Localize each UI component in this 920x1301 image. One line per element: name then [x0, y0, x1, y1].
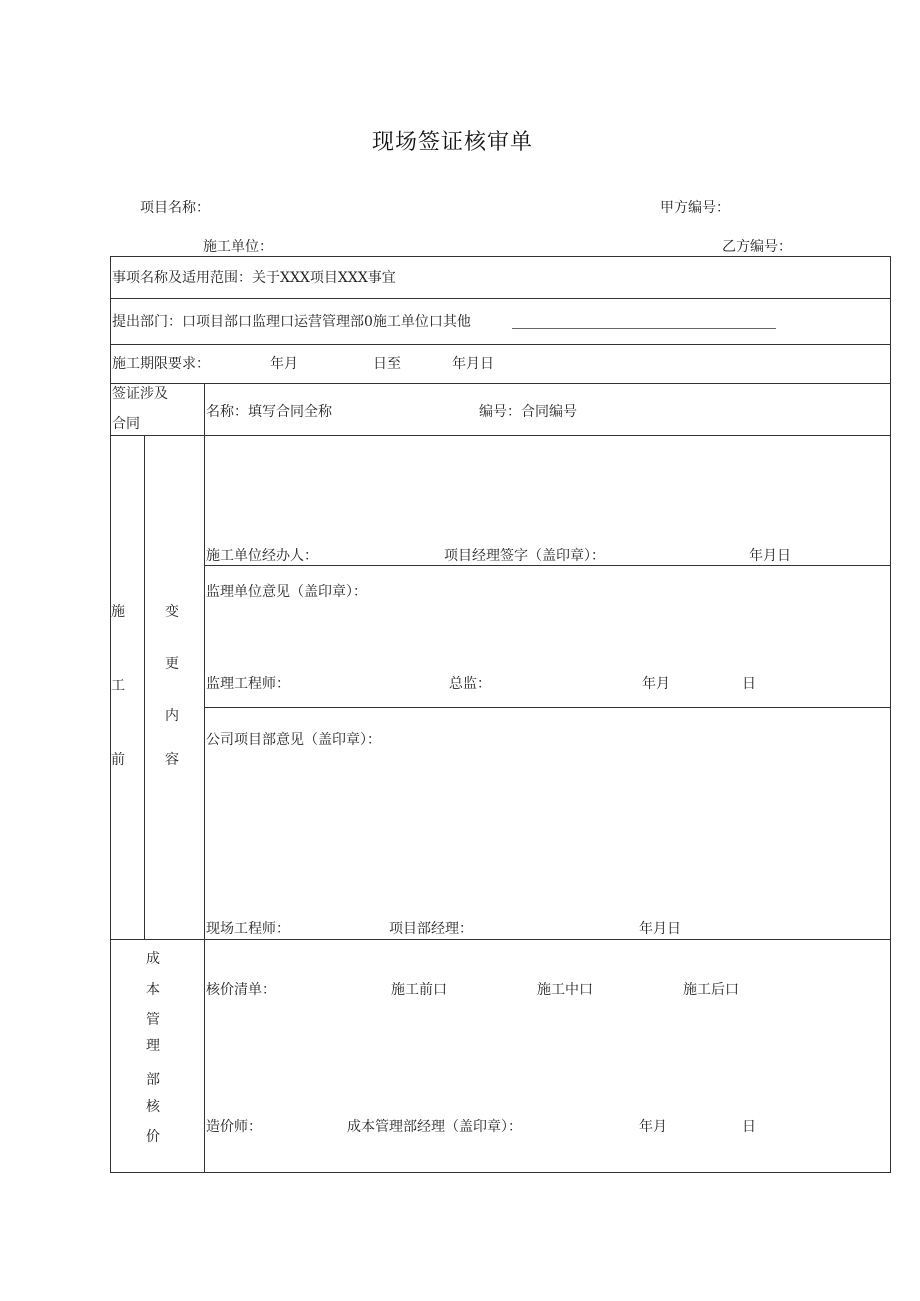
mid-construction-checkbox[interactable]: 施工中口 [537, 982, 593, 998]
company-opinion-label: 公司项目部意见（盖印章）： [206, 732, 381, 748]
change-label-char: 变 [165, 604, 179, 620]
cost-manager-label: 成本管理部经理（盖印章）： [347, 1119, 522, 1135]
supervisor-opinion-label: 监理单位意见（盖印章）： [206, 584, 367, 600]
cost-label-char: 本 [146, 982, 160, 998]
cost-label-char: 理 [146, 1038, 160, 1054]
cost-label-char: 核 [146, 1099, 160, 1115]
period-start-ym: 年月 [270, 356, 298, 372]
table-top-border [110, 256, 891, 257]
contractor-handler-label: 施工单位经办人： [206, 548, 318, 564]
contract-label-line1: 签证涉及 [112, 386, 168, 402]
proposing-department-text: 提出部门：口项目部口监理口运营管理部0施工单位口其他 [112, 314, 471, 330]
project-name-label: 项目名称： [140, 200, 210, 216]
row-divider [110, 435, 891, 436]
cost-label-char: 成 [146, 951, 160, 967]
party-b-number-label: 乙方编号： [722, 239, 792, 255]
cost-date-ym: 年月 [639, 1119, 667, 1135]
change-label-char: 更 [165, 656, 179, 672]
table-bottom-border [110, 1172, 891, 1173]
table-right-border [890, 256, 891, 1172]
period-label: 施工期限要求： [112, 356, 210, 372]
period-day-to: 日至 [373, 356, 401, 372]
cost-engineer-label: 造价师： [206, 1119, 262, 1135]
cost-date-d: 日 [742, 1119, 756, 1135]
pre-construction-checkbox[interactable]: 施工前口 [391, 982, 447, 998]
other-fill-line [512, 328, 776, 329]
chief-supervisor-label: 总监： [449, 676, 491, 692]
pre-label-char: 前 [111, 752, 125, 768]
contract-code: 编号：合同编号 [479, 404, 577, 420]
supervisor-date-ym: 年月 [642, 676, 670, 692]
pre-label-char: 工 [111, 678, 125, 694]
party-a-number-label: 甲方编号： [660, 200, 730, 216]
post-construction-checkbox[interactable]: 施工后口 [683, 982, 739, 998]
page-title: 现场签证核审单 [372, 130, 534, 155]
table-left-border [110, 256, 111, 1172]
project-manager-label: 项目部经理： [389, 921, 473, 937]
row-divider [204, 707, 891, 708]
pm-date-label: 年月日 [749, 548, 791, 564]
pm-signature-label: 项目经理签字（盖印章）： [444, 548, 605, 564]
company-date-label: 年月日 [639, 921, 681, 937]
cost-label-char: 部 [146, 1072, 160, 1088]
row-divider [110, 344, 891, 345]
supervisor-engineer-label: 监理工程师： [206, 676, 290, 692]
pricing-checklist-label: 核价清单： [206, 982, 276, 998]
contractor-label: 施工单位： [203, 239, 273, 255]
change-label-char: 容 [165, 752, 179, 768]
site-engineer-label: 现场工程师： [206, 921, 290, 937]
supervisor-date-d: 日 [742, 676, 756, 692]
row-divider [204, 565, 891, 566]
column-divider [204, 383, 205, 1172]
cost-label-char: 价 [146, 1129, 160, 1145]
period-end-ymd: 年月日 [452, 356, 494, 372]
row-divider [110, 939, 891, 940]
cost-label-char: 管 [146, 1012, 160, 1028]
pre-label-char: 施 [111, 604, 125, 620]
row-divider [110, 383, 891, 384]
contract-name: 名称：填写合同全称 [206, 404, 332, 420]
column-divider [144, 435, 145, 939]
contract-label-line2: 合同 [112, 416, 140, 432]
change-label-char: 内 [165, 708, 179, 724]
item-scope-text: 事项名称及适用范围：关于XXX项目XXX事宜 [112, 270, 396, 286]
row-divider [110, 298, 891, 299]
